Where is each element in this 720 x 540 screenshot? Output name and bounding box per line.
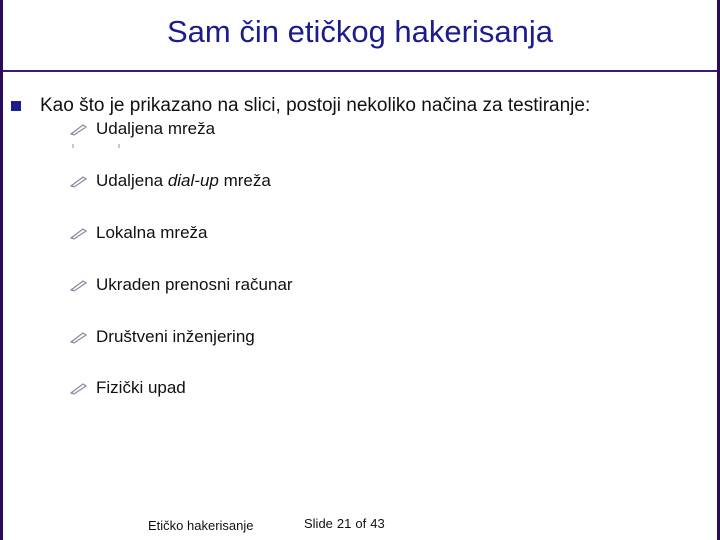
slide-number: 21	[336, 516, 352, 531]
list-item-text: Lokalna mreža	[96, 223, 208, 242]
pen-icon	[70, 174, 88, 188]
pen-icon	[70, 381, 88, 395]
list-item	[70, 273, 293, 297]
list-item	[70, 169, 271, 193]
slide-title: Sam čin etičkog hakerisanja	[167, 14, 553, 49]
slide-counter	[304, 516, 389, 531]
list-item-text: Fizički upad	[96, 378, 186, 397]
title-divider	[3, 70, 717, 72]
square-bullet-icon	[11, 101, 21, 111]
list-item-text-after: mreža	[218, 171, 271, 190]
list-item	[70, 376, 186, 400]
list-item	[70, 325, 255, 349]
footer-title: Etičko hakerisanje	[148, 518, 254, 533]
list-item	[70, 221, 208, 245]
list-item-text: Društveni inženjering	[96, 327, 255, 346]
pen-icon	[70, 122, 88, 136]
faint-mark	[118, 144, 120, 148]
pen-icon	[70, 330, 88, 344]
pen-icon	[70, 278, 88, 292]
pen-icon	[70, 226, 88, 240]
slide-word: Slide	[304, 516, 333, 531]
slide-frame-left	[0, 0, 3, 540]
slide-total: 43	[370, 516, 385, 531]
main-bullet	[10, 94, 710, 118]
list-item-text: Udaljena mreža	[96, 119, 216, 138]
of-word: of	[355, 516, 367, 531]
list-item-italic: dial-up	[167, 171, 219, 190]
main-bullet-text: Kao što je prikazano na slici, postoji nekoliko načina za testiranje:	[40, 95, 591, 116]
list-item-text: Ukraden prenosni računar	[96, 275, 293, 294]
list-item-text: Udaljena	[96, 171, 168, 190]
faint-mark	[72, 144, 74, 148]
list-item	[70, 117, 215, 141]
